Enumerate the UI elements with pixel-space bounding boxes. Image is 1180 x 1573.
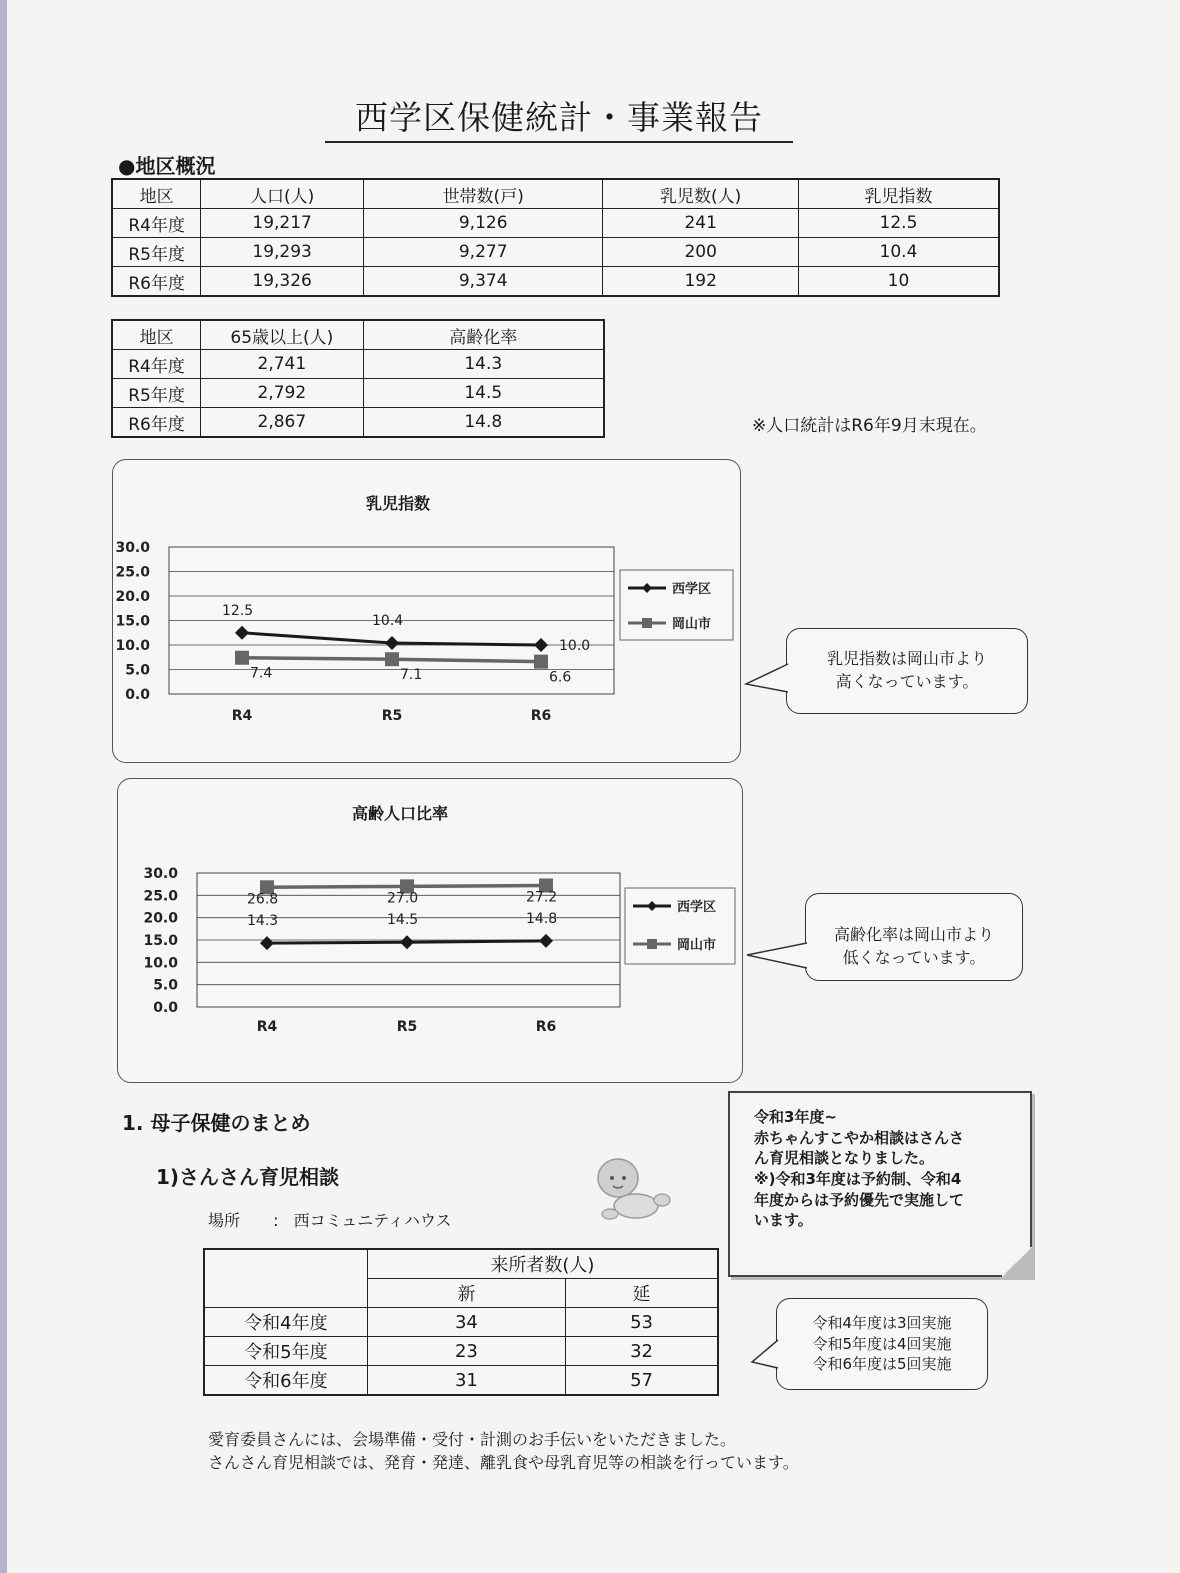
header-cell: 世帯数(戸) bbox=[363, 179, 602, 209]
y-tick-label: 25.0 bbox=[115, 564, 150, 581]
footer-line: 愛育委員さんには、会場準備・受付・計測のお手伝いをいただきました。 bbox=[208, 1430, 737, 1449]
table-cell: 9,277 bbox=[363, 238, 602, 267]
table-cell: 2,867 bbox=[201, 408, 363, 438]
table-cell: 19,217 bbox=[201, 209, 364, 238]
y-tick-label: 25.0 bbox=[143, 888, 178, 905]
memo-line: ん育児相談となりました。 bbox=[754, 1149, 935, 1168]
y-tick-label: 10.0 bbox=[115, 638, 150, 654]
table-cell: 14.8 bbox=[363, 408, 604, 438]
table-cell: 12.5 bbox=[798, 209, 999, 238]
header-cell: 延 bbox=[566, 1279, 718, 1308]
data-label: 7.4 bbox=[250, 665, 273, 682]
table-cell: 令和6年度 bbox=[204, 1366, 367, 1396]
callout-line: 高齢化率は岡山市より bbox=[833, 925, 994, 944]
table-cell: 241 bbox=[603, 209, 799, 238]
chart-title: 高齢人口比率 bbox=[352, 804, 449, 823]
callout-line: 高くなっています。 bbox=[835, 672, 979, 692]
callout-line: 乳児指数は岡山市より bbox=[826, 649, 987, 668]
callout-line: 低くなっています。 bbox=[842, 948, 986, 968]
table-cell: 192 bbox=[603, 267, 799, 297]
place-label: 場所 bbox=[208, 1211, 241, 1230]
data-label: 10.0 bbox=[559, 638, 591, 654]
header-cell: 乳児指数 bbox=[798, 179, 999, 209]
place-separator: : bbox=[273, 1211, 279, 1230]
table-cell: 10.4 bbox=[798, 238, 999, 267]
legend-label: 岡山市 bbox=[677, 938, 717, 953]
table-cell: 令和5年度 bbox=[204, 1337, 367, 1366]
callout-line: 令和5年度は4回実施 bbox=[812, 1334, 952, 1353]
data-label: 14.3 bbox=[247, 913, 279, 930]
table-cell: R5年度 bbox=[112, 379, 201, 408]
x-tick-label: R6 bbox=[535, 1019, 557, 1035]
x-tick-label: R6 bbox=[530, 708, 552, 724]
callout-line: 令和4年度は3回実施 bbox=[812, 1314, 952, 1332]
table-cell: 9,126 bbox=[363, 209, 602, 238]
footer-text bbox=[208, 1428, 799, 1474]
y-tick-label: 5.0 bbox=[125, 662, 150, 679]
legend-label: 西学区 bbox=[672, 582, 712, 597]
data-label: 26.8 bbox=[247, 891, 279, 908]
y-tick-label: 15.0 bbox=[115, 613, 150, 630]
legend-label: 岡山市 bbox=[672, 617, 712, 632]
y-tick-label: 30.0 bbox=[143, 866, 178, 882]
y-tick-label: 5.0 bbox=[153, 977, 178, 994]
x-tick-label: R4 bbox=[231, 708, 253, 724]
chart-title: 乳児指数 bbox=[366, 494, 431, 513]
data-label: 14.5 bbox=[387, 912, 419, 929]
callout-line: 令和6年度は5回実施 bbox=[812, 1355, 952, 1374]
y-tick-label: 0.0 bbox=[125, 687, 150, 703]
data-label: 10.4 bbox=[372, 613, 404, 630]
table-cell: 53 bbox=[566, 1308, 718, 1337]
table-cell: 34 bbox=[367, 1308, 565, 1337]
data-label: 12.5 bbox=[222, 602, 254, 619]
header-cell: 新 bbox=[367, 1279, 565, 1308]
x-tick-label: R5 bbox=[396, 1019, 418, 1035]
section-heading: 1. 母子保健のまとめ bbox=[122, 1111, 311, 1135]
memo-line: 赤ちゃんすこやか相談はさんさ bbox=[754, 1128, 965, 1147]
table-cell: 200 bbox=[603, 238, 799, 267]
group-header-cell: 来所者数(人) bbox=[367, 1249, 718, 1279]
table-cell: 19,326 bbox=[201, 267, 364, 297]
population-note: ※人口統計はR6年9月末現在。 bbox=[752, 416, 987, 436]
header-cell: 乳児数(人) bbox=[603, 179, 799, 209]
table-cell: 19,293 bbox=[201, 238, 364, 267]
table-cell: R6年度 bbox=[112, 267, 201, 297]
table-cell: R4年度 bbox=[112, 209, 201, 238]
y-tick-label: 20.0 bbox=[115, 589, 150, 605]
y-tick-label: 30.0 bbox=[115, 540, 150, 556]
table-cell: 14.3 bbox=[363, 350, 604, 379]
legend-label: 西学区 bbox=[677, 900, 717, 915]
memo-line: ※)令和3年度は予約制、令和4 bbox=[754, 1170, 962, 1189]
header-cell: 地区 bbox=[112, 320, 201, 350]
table-cell: 32 bbox=[566, 1337, 718, 1366]
data-label: 27.2 bbox=[526, 889, 558, 906]
data-label: 27.0 bbox=[387, 890, 419, 907]
y-tick-label: 0.0 bbox=[153, 1000, 178, 1016]
table-cell: 57 bbox=[566, 1366, 718, 1396]
page-title: 西学区保健統計・事業報告 bbox=[325, 92, 793, 143]
memo-line: 令和3年度~ bbox=[754, 1108, 838, 1126]
data-label: 14.8 bbox=[526, 910, 558, 927]
table-cell: 23 bbox=[367, 1337, 565, 1366]
header-cell: 人口(人) bbox=[201, 179, 364, 209]
table-cell: 2,741 bbox=[201, 350, 363, 379]
table-cell: 9,374 bbox=[363, 267, 602, 297]
table-cell: 31 bbox=[367, 1366, 565, 1396]
table-cell: R4年度 bbox=[112, 350, 201, 379]
memo-line: います。 bbox=[754, 1211, 813, 1230]
table-cell: 14.5 bbox=[363, 379, 604, 408]
footer-line: さんさん育児相談では、発育・発達、離乳食や母乳育児等の相談を行っています。 bbox=[208, 1453, 799, 1473]
table-cell: 令和4年度 bbox=[204, 1308, 367, 1337]
header-cell: 地区 bbox=[112, 179, 201, 209]
data-label: 7.1 bbox=[400, 667, 423, 684]
memo-line: 年度からは予約優先で実施して bbox=[754, 1190, 965, 1209]
y-tick-label: 15.0 bbox=[143, 933, 178, 949]
place-value: 西コミュニティハウス bbox=[293, 1211, 452, 1230]
y-tick-label: 10.0 bbox=[143, 955, 178, 972]
data-label: 6.6 bbox=[549, 669, 572, 686]
overview-heading: ●地区概況 bbox=[118, 154, 216, 178]
y-tick-label: 20.0 bbox=[143, 910, 178, 927]
table-cell: R6年度 bbox=[112, 408, 201, 438]
sub-heading: 1)さんさん育児相談 bbox=[156, 1165, 340, 1189]
x-tick-label: R5 bbox=[381, 708, 403, 724]
header-cell: 65歳以上(人) bbox=[201, 320, 363, 350]
table-cell: 2,792 bbox=[201, 379, 363, 408]
table-cell: 10 bbox=[798, 267, 999, 297]
table-cell: R5年度 bbox=[112, 238, 201, 267]
header-cell: 高齢化率 bbox=[363, 320, 604, 350]
x-tick-label: R4 bbox=[256, 1019, 278, 1035]
